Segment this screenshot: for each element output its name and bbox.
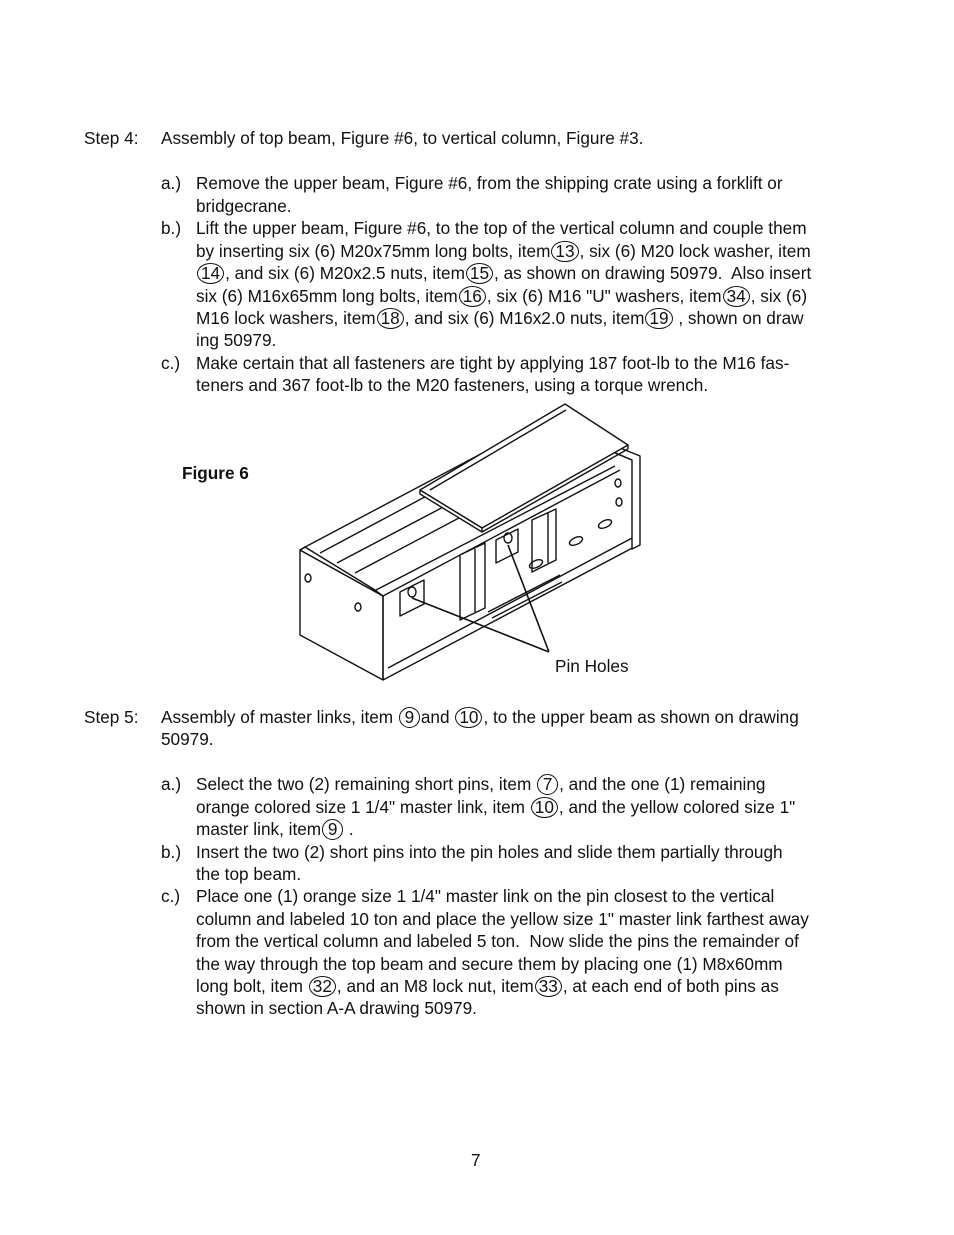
text-run: , to the upper beam as shown on drawing — [483, 707, 799, 727]
item-callout-10: 10 — [455, 707, 482, 728]
pin-holes-callout: Pin Holes — [555, 656, 629, 676]
item-callout-14: 14 — [197, 263, 224, 284]
step5-b-label: b.) — [161, 842, 182, 862]
item-callout-19: 19 — [645, 308, 672, 329]
text-run: Select the two (2) remaining short pins, item — [196, 774, 532, 794]
step4-b-label: b.) — [161, 218, 182, 238]
step5-b-line2: the top beam. — [196, 864, 302, 884]
item-callout-32: 32 — [309, 976, 336, 997]
step5-label: Step 5: — [84, 707, 139, 727]
item-callout-33: 33 — [535, 976, 562, 997]
text-run: orange colored size 1 1/4" master link, item — [196, 797, 525, 817]
item-callout-10: 10 — [531, 797, 558, 818]
item-callout-13: 13 — [551, 241, 578, 262]
text-run: Assembly of master links, item — [161, 707, 394, 727]
step5-c-line3: from the vertical column and labeled 5 ton. Now slide the pins the remainder of — [196, 931, 799, 951]
text-run: six (6) M16x65mm long bolts, item — [196, 286, 458, 306]
page-number: 7 — [471, 1150, 481, 1170]
step4-b-line6: ing 50979. — [196, 330, 277, 350]
step4-a-line1: Remove the upper beam, Figure #6, from the shipping crate using a forklift or — [196, 173, 783, 193]
figure-label: Figure 6 — [182, 463, 249, 483]
item-callout-34: 34 — [723, 286, 750, 307]
step5-c-label: c.) — [161, 886, 181, 906]
text-run: long bolt, item — [196, 976, 304, 996]
item-callout-15: 15 — [466, 263, 493, 284]
step4-heading: Assembly of top beam, Figure #6, to vertical column, Figure #3. — [161, 128, 644, 148]
item-callout-18: 18 — [377, 308, 404, 329]
text-run: , and an M8 lock nut, item — [336, 976, 534, 996]
text-run: . — [344, 819, 354, 839]
step5-c-line4: the way through the top beam and secure them by placing one (1) M8x60mm — [196, 954, 783, 974]
text-run: M16 lock washers, item — [196, 308, 376, 328]
step5-c-line2: column and labeled 10 ton and place the yellow size 1" master link farthest away — [196, 909, 809, 929]
step5-b-line1: Insert the two (2) short pins into the pin holes and slide them partially through — [196, 842, 783, 862]
text-run: , and the yellow colored size 1" — [558, 797, 796, 817]
text-run: , as shown on drawing 50979. Also insert — [494, 263, 812, 283]
item-callout-16: 16 — [459, 286, 486, 307]
text-run: , and the one (1) remaining — [559, 774, 766, 794]
step5-a-line2 — [196, 796, 795, 818]
text-run: , at each end of both pins as — [562, 976, 779, 996]
step4-b-line1: Lift the upper beam, Figure #6, to the top of the vertical column and couple them — [196, 218, 807, 238]
text-run: master link, item — [196, 819, 322, 839]
step5-a-line1 — [196, 773, 765, 795]
item-callout-9: 9 — [399, 707, 420, 728]
text-run: , six (6) M16 "U" washers, item — [486, 286, 722, 306]
step4-c-line1: Make certain that all fasteners are tight by applying 187 foot-lb to the M16 fas- — [196, 353, 790, 373]
step5-a-line3 — [196, 818, 354, 840]
step5-a-label: a.) — [161, 774, 182, 794]
step5-c-line1: Place one (1) orange size 1 1/4" master link on the pin closest to the vertical — [196, 886, 775, 906]
step5-c-line5 — [196, 975, 779, 997]
step4-c-label: c.) — [161, 353, 181, 373]
step4-a-label: a.) — [161, 173, 182, 193]
text-run: , six (6) M20 lock washer, item — [579, 241, 811, 261]
text-run: , and six (6) M20x2.5 nuts, item — [225, 263, 465, 283]
step4-label: Step 4: — [84, 128, 139, 148]
step4-c-line2: teners and 367 foot-lb to the M20 fasteners, using a torque wrench. — [196, 375, 709, 395]
item-callout-9: 9 — [322, 819, 343, 840]
text-run: and — [420, 707, 450, 727]
step5-c-line6: shown in section A-A drawing 50979. — [196, 998, 477, 1018]
step5-heading-line1 — [161, 706, 799, 728]
text-run: , six (6) — [750, 286, 808, 306]
text-run: , and six (6) M16x2.0 nuts, item — [404, 308, 645, 328]
text-run: by inserting six (6) M20x75mm long bolts, item — [196, 241, 551, 261]
step4-a-line2: bridgecrane. — [196, 196, 292, 216]
step5-heading-line2: 50979. — [161, 729, 214, 749]
text-run: , shown on draw — [673, 308, 804, 328]
item-callout-7: 7 — [537, 774, 558, 795]
